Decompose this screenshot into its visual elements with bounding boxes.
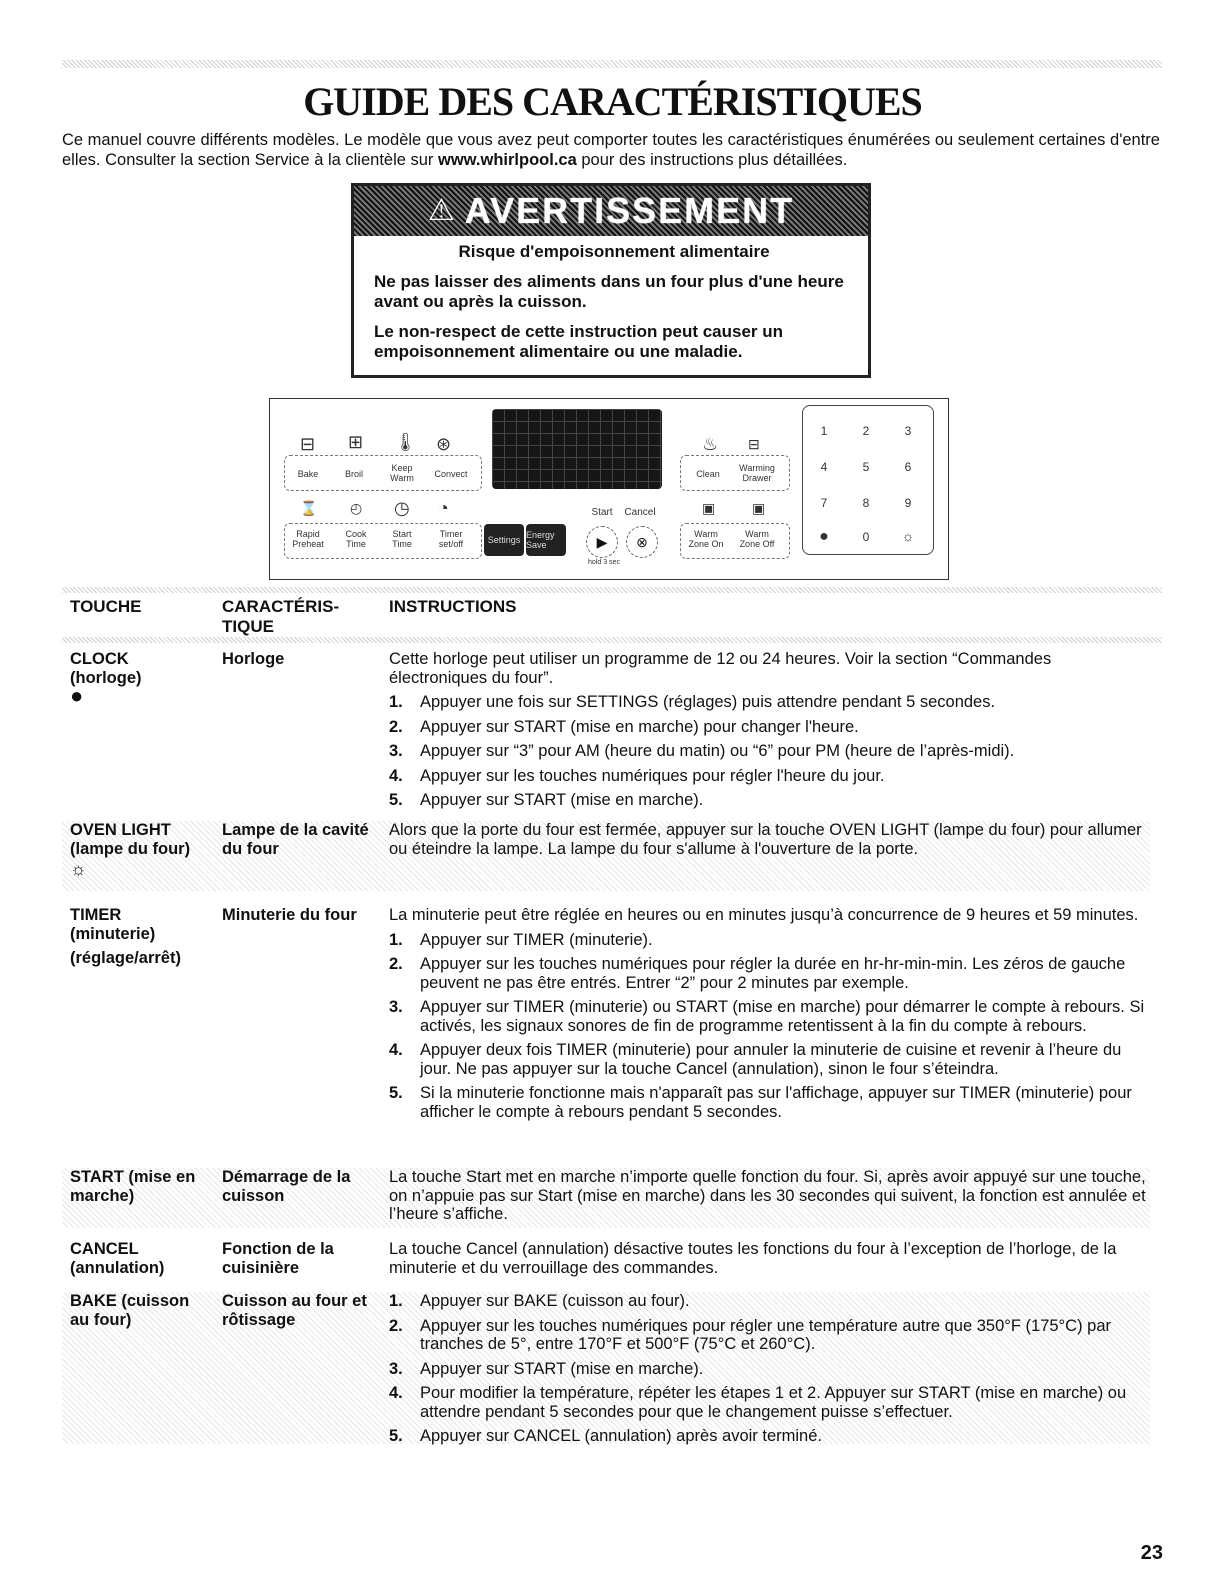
clock-icon: ● [70,683,84,708]
list-item: 5. Si la minuterie fonctionne mais n'apparaît pas sur l'affichage, appuyer sur TIMER (minuterie) pour afficher le compte à rebours pendant 5 secondes. [389,1084,1132,1121]
row-key [70,906,230,968]
row-text: Cette horloge peut utiliser un programme de 12 ou 24 heures. Voir la section “Commandes électroniques du four”. [389,650,1052,687]
oven-light-key-icon[interactable]: ☼ [901,528,915,544]
list-item: 3. Appuyer sur TIMER (minuterie) ou START (mise en marche) pour démarrer le compte à rebours. Si activés, les signaux sonores de fin de programme retentissent à la fin du compte à rebours. [389,998,1145,1035]
warning-triangle-icon: ⚠ [427,194,455,227]
row-feature: Horloge [222,650,285,668]
control-panel-illustration [269,398,949,580]
convect-icon: ⊛ [436,434,452,454]
intro-link[interactable]: www.whirlpool.ca [438,151,577,169]
key-name: CANCEL [70,1240,139,1258]
clean-icon: ♨ [702,434,719,454]
key-5[interactable]: 5 [862,460,870,474]
warning-subtitle: Risque d'empoisonnement alimentaire [458,242,770,261]
row-instructions [389,1240,1149,1283]
warm-zone-on-label[interactable]: Warm Zone On [688,529,724,549]
key-sub: (lampe du four) [70,839,191,858]
step-list [389,693,1149,810]
row-instructions [389,821,1149,864]
timer-set-label[interactable]: Timer set/off [438,529,464,549]
list-item: 5. Appuyer sur CANCEL (annulation) après avoir terminé. [389,1427,822,1445]
warming-drawer-icon: ⊟ [748,436,760,452]
table-row-clock [62,650,1150,816]
page-title: GUIDE DES CARACTÉRISTIQUES [303,79,922,124]
row-feature: Lampe de la cavité du four [222,821,369,858]
list-item: 1. Appuyer une fois sur SETTINGS (réglages) puis attendre pendant 5 secondes. [389,693,996,711]
row-instructions [389,906,1149,1127]
start-time-label[interactable]: Start Time [392,529,412,549]
cancel-label: Cancel [624,507,656,518]
warning-line-2: Le non-respect de cette instruction peut causer un empoisonnement alimentaire ou une maladie. [374,322,784,361]
keep-warm-icon: 🌡 [394,432,417,452]
intro-before: Ce manuel couvre différents modèles. Le modèle que vous avez peut comporter toutes les caractéristiques énumérées ou seulement certaines d'entre elles. Consulter la section Service à la clientèle sur [62,131,1160,169]
warning-heading: AVERTISSEMENT [464,190,795,231]
warm-zone-off-label[interactable]: Warm Zone Off [739,529,775,549]
row-instructions [389,650,1149,816]
cook-time-icon: ◴ [350,500,363,516]
table-row-cancel [62,1240,1150,1280]
table-row-timer [62,906,1150,1162]
row-feature: Cuisson au four et rôtissage [222,1292,367,1329]
key-9[interactable]: 9 [904,496,912,510]
settings-button[interactable]: Settings [484,524,524,556]
row-key: START (mise en marche) [70,1168,196,1205]
panel-display [492,409,662,489]
row-key [70,650,220,706]
list-item: 4. Appuyer sur les touches numériques pour régler l'heure du jour. [389,766,885,785]
row-text: La touche Cancel (annulation) désactive toutes les fonctions du four à l’exception de l’horloge, de la minuterie et du verrouillage des commandes. [389,1240,1117,1277]
warm-zone-off-icon: ▣ [752,500,766,516]
intro-text [62,130,1162,170]
row-key [70,821,220,879]
step-list [389,1292,1149,1446]
start-time-icon: ◷ [394,498,410,518]
cancel-button[interactable] [626,526,658,558]
table-row-oven-light [62,821,1150,891]
keep-warm-label[interactable]: Keep Warm [390,463,414,483]
row-instructions [389,1168,1149,1230]
col-header-key: TOUCHE [70,597,142,616]
col-header-feature: CARACTÉRIS-TIQUE [222,597,340,636]
table-row-bake [62,1292,1150,1444]
cancel-x-icon: ⊗ [636,533,648,550]
row-key: BAKE (cuisson au four) [70,1292,190,1329]
row-feature: Fonction de la cuisinière [222,1240,334,1277]
key-sub-2: (réglage/arrêt) [70,949,181,967]
row-key [70,1240,220,1277]
key-name: OVEN LIGHT [70,821,171,839]
row-feature: Démarrage de la cuisson [222,1168,351,1205]
key-4[interactable]: 4 [820,460,828,474]
list-item: 2. Appuyer sur START (mise en marche) pour changer l'heure. [389,717,859,736]
row-instructions [389,1292,1149,1452]
start-button[interactable] [586,526,618,558]
clock-key-icon[interactable]: ● [819,528,829,545]
table-header-rule [62,637,1162,643]
key-name: CLOCK [70,650,129,668]
warning-header [354,186,868,236]
table-row-start [62,1168,1150,1228]
warning-line-1: Ne pas laisser des aliments dans un four plus d'une heure avant ou après la cuisson. [374,272,844,311]
row-feature: Minuterie du four [222,906,357,924]
table-top-rule [62,587,1162,593]
broil-icon: ⊞ [348,432,364,452]
warning-body [354,236,868,362]
key-7[interactable]: 7 [820,496,828,510]
list-item: 1. Appuyer sur TIMER (minuterie). [389,930,653,949]
broil-label[interactable]: Broil [344,469,363,479]
key-sub: (horloge) [70,668,142,687]
cook-time-label[interactable]: Cook Time [345,529,367,549]
list-item: 3. Appuyer sur START (mise en marche). [389,1359,704,1378]
number-keypad [802,405,934,555]
convect-label[interactable]: Convect [434,469,468,479]
intro-after: pour des instructions plus détaillées. [576,151,848,169]
key-6[interactable]: 6 [904,460,912,474]
bake-icon: ⊟ [300,434,316,454]
key-sub: (annulation) [70,1258,165,1277]
clean-label[interactable]: Clean [696,469,720,479]
list-item: 2. Appuyer sur les touches numériques pour régler la durée en hr-hr-min-min. Les zéros de gauche peuvent ne pas être entrés. Entrer “2” pour 2 minutes par exemple. [389,955,1126,992]
bake-label[interactable]: Bake [297,469,319,479]
key-8[interactable]: 8 [862,496,870,510]
list-item: 3. Appuyer sur “3” pour AM (heure du matin) ou “6” pour PM (heure de l’après-midi). [389,742,1015,760]
key-sub: (minuterie) [70,924,156,943]
key-3[interactable]: 3 [904,424,912,438]
rapid-preheat-label[interactable]: Rapid Preheat [292,529,324,549]
list-item: 2. Appuyer sur les touches numériques pour régler une température autre que 350°F (175°C) par tranches de 5°, entre 170°F et 500°F (75°C et 260°C). [389,1316,1111,1353]
rapid-preheat-icon: ⌛ [300,500,318,516]
row-text: La touche Start met en marche n’importe quelle fonction du four. Si, après avoir appuyé sur une touche, on n’appuie pas sur Start (mise en marche) dans les 30 secondes qui suivent, la fonction est annulée et l’heure s’affiche. [389,1168,1146,1223]
list-item: 4. Pour modifier la température, répéter les étapes 1 et 2. Appuyer sur START (mise en marche) ou attendre pendant 5 secondes pour que le changement puisse s’effectuer. [389,1384,1127,1421]
start-label: Start [591,507,613,518]
key-name: TIMER [70,906,122,924]
warming-drawer-label[interactable]: Warming Drawer [739,463,775,483]
warning-box [351,183,871,378]
key-0[interactable]: 0 [862,530,870,544]
energy-save-button[interactable]: Energy Save [526,524,566,556]
warm-zone-on-icon: ▣ [702,500,716,516]
list-item: 1. Appuyer sur BAKE (cuisson au four). [389,1292,690,1310]
hold-label: hold 3 sec [588,559,620,566]
top-rule [62,60,1162,68]
play-icon: ▶ [596,533,608,550]
list-item: 4. Appuyer deux fois TIMER (minuterie) pour annuler la minuterie de cuisine et revenir à l’heure du jour. Ne pas appuyer sur la touche Cancel (annulation), sinon le four s’éteindra. [389,1041,1122,1078]
col-header-instructions: INSTRUCTIONS [389,597,517,616]
row-text: La minuterie peut être réglée en heures ou en minutes jusqu’à concurrence de 9 heures et 59 minutes. [389,906,1139,924]
timer-icon: ◔ [438,498,449,518]
list-item: 5. Appuyer sur START (mise en marche). [389,791,704,809]
key-2[interactable]: 2 [862,424,870,438]
oven-light-icon: ☼ [70,859,87,879]
page-number: 23 [1140,1542,1163,1564]
key-1[interactable]: 1 [820,424,828,438]
row-text: Alors que la porte du four est fermée, appuyer sur la touche OVEN LIGHT (lampe du four) pour allumer ou éteindre la lampe. La lampe du four s'allume à l'ouverture de la porte. [389,821,1142,858]
step-list [389,931,1149,1122]
